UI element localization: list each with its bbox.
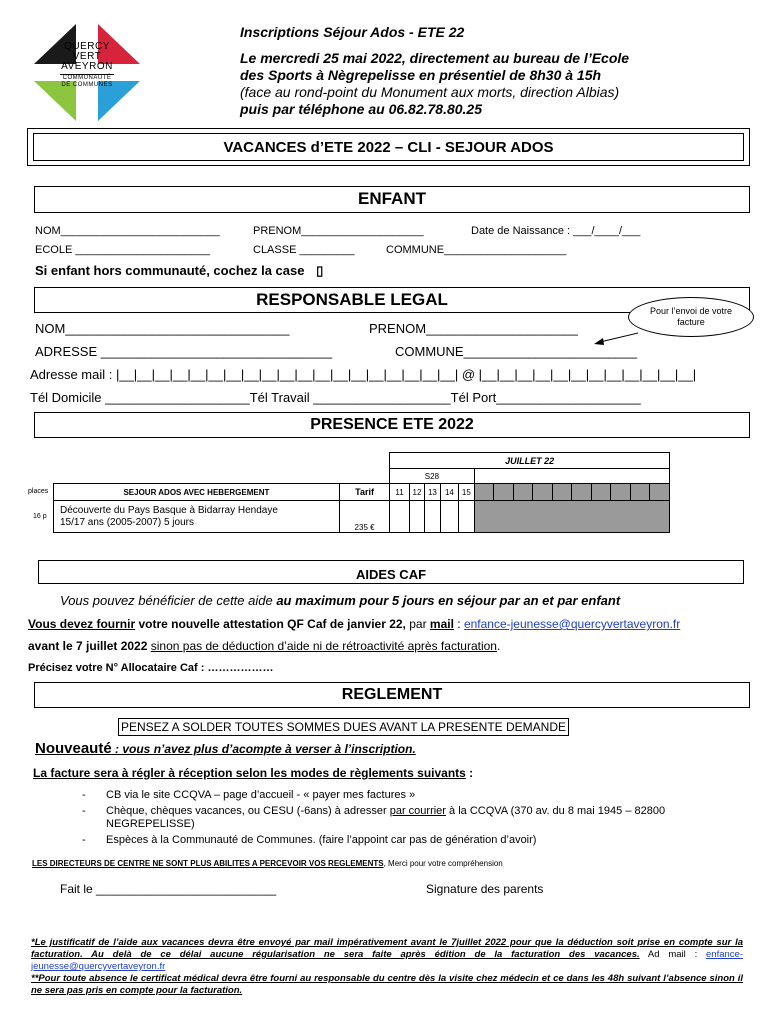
aides-heading: AIDES CAF: [355, 567, 427, 582]
nouveaute-rest: : vous n’avez plus d’acompte à verser à l’inscription.: [111, 742, 416, 756]
day-cell[interactable]: [390, 501, 410, 533]
aides-l3b: sinon pas de déduction d’aide ni de rétroactivité après facturation: [150, 639, 497, 653]
row-places: 16 p: [33, 513, 47, 520]
merci-text: , Merci pour votre compréhension: [383, 859, 503, 868]
aides-l2e: :: [453, 617, 464, 631]
places-label: places: [28, 488, 49, 495]
facture-text: La facture sera à régler à réception selon les modes de règlements suivants: [33, 766, 466, 780]
enfant-classe[interactable]: CLASSE _________: [253, 244, 355, 256]
logo: [34, 24, 140, 122]
logo-text-3: AVEYRON: [61, 61, 113, 72]
main-title-box: [27, 128, 750, 166]
enfant-date[interactable]: Date de Naissance : ___/____/___: [471, 225, 641, 237]
aides-l1b: au maximum pour 5 jours en séjour par an et par enfant: [276, 593, 621, 608]
logo-text-2: VERT: [72, 51, 102, 62]
day-13: 13: [425, 484, 440, 501]
presence-table: [53, 452, 670, 533]
footer-admail: Ad mail :: [639, 949, 707, 960]
day-cell[interactable]: [459, 501, 474, 533]
header-title: Inscriptions Séjour Ados - ETE 22: [240, 24, 465, 40]
mode-cheque: [82, 805, 732, 831]
day-14: 14: [440, 484, 459, 501]
day-cell[interactable]: [425, 501, 440, 533]
month-header: JUILLET 22: [390, 453, 670, 469]
sejour-line1: Découverte du Pays Basque à Bidarray Hendaye: [60, 504, 278, 516]
responsable-heading: RESPONSABLE LEGAL: [256, 290, 448, 309]
section-presence: [34, 412, 750, 438]
aides-email-link[interactable]: enfance-jeunesse@quercyvertaveyron.fr: [463, 617, 681, 631]
logo-text-5: DE COMMUNES: [61, 82, 113, 88]
enfant-heading: ENFANT: [358, 189, 426, 208]
sejour-row: [54, 501, 340, 533]
aides-l2a: Vous devez fournir: [28, 617, 136, 631]
day-cell[interactable]: [409, 501, 424, 533]
aides-allocataire[interactable]: Précisez votre N° Allocataire Caf : ………………: [28, 662, 274, 674]
day-15: 15: [459, 484, 474, 501]
enfant-hors-label: Si enfant hors communauté, cochez la case: [35, 263, 305, 278]
header-line3: (face au rond-point du Monument aux morts, direction Albias): [240, 84, 620, 100]
col-sejour: SEJOUR ADOS AVEC HEBERGEMENT: [54, 484, 340, 501]
mode-cheque-b: par courrier: [389, 805, 446, 817]
footer-note1-text: *Le justificatif de l’aide aux vacances devra être envoyé par mail impérativement avant le 7juillet 2022 pour que la déduction soit prise en compte sur la facturation. Au delà de ce délai aucune régularisation ne sera faite après édition de la facturation des vacances.: [31, 937, 743, 960]
section-reglement: [34, 682, 750, 708]
mode-cheque-c: à la CCQVA (370 av. du 8 mai 1945 – 82800 NEGREPELISSE): [106, 805, 666, 830]
aides-l2b: votre nouvelle attestation QF Caf de janvier 22,: [135, 617, 406, 631]
enfant-prenom[interactable]: PRENOM____________________: [253, 225, 424, 237]
section-aides: [38, 560, 744, 584]
mode-cb: - CB via le site CCQVA – page d’accueil - « payer mes factures »: [82, 789, 732, 802]
enfant-hors-checkbox[interactable]: ▯: [316, 263, 324, 278]
directeurs-text: LES DIRECTEURS DE CENTRE NE SONT PLUS ABILITES A PERCEVOIR VOS REGLEMENTS: [32, 859, 384, 868]
aides-l1a: Vous pouvez bénéficier de cette aide: [60, 593, 277, 608]
pensez-box: [118, 718, 569, 736]
mode-especes: - Espèces à la Communauté de Communes. (faire l’appoint car pas de génération d’avoir): [82, 834, 732, 847]
resp-prenom[interactable]: PRENOM_____________________: [369, 321, 578, 336]
nouveaute: Nouveauté: [35, 740, 112, 757]
resp-commune[interactable]: COMMUNE________________________: [395, 344, 638, 359]
resp-adresse[interactable]: ADRESSE ________________________________: [35, 344, 333, 359]
section-enfant: [34, 186, 750, 213]
header-line2: des Sports à Nègrepelisse en présentiel de 8h30 à 15h: [240, 67, 602, 83]
sejour-line2: 15/17 ans (2005-2007) 5 jours: [60, 516, 194, 528]
modes-list: [82, 789, 732, 850]
day-12: 12: [409, 484, 424, 501]
enfant-commune[interactable]: COMMUNE____________________: [386, 244, 567, 256]
logo-text-4: COMMUNAUTÉ: [62, 75, 112, 81]
footer-email-link[interactable]: enfance-jeunesse@quercyvertaveyron.fr: [31, 949, 743, 972]
callout-text: Pour l’envoi de votre facture: [649, 306, 733, 327]
aides-l3c: .: [496, 639, 501, 653]
resp-mail[interactable]: Adresse mail : |__|__|__|__|__|__|__|__|__|__|__|__|__|__|__|__|__|__|__| @ |__|__|__|__|__|__|__|__|__|__|__|__|: [30, 367, 697, 382]
aides-l2d: mail: [429, 617, 454, 631]
col-tarif: Tarif: [339, 484, 389, 501]
reglement-heading: REGLEMENT: [341, 686, 443, 703]
resp-tel[interactable]: Tél Domicile ____________________Tél Travail ___________________Tél Port____________________: [30, 390, 641, 405]
aides-l2c: par: [405, 617, 430, 631]
signature-parents[interactable]: Signature des parents: [426, 882, 544, 896]
footer-note2: **Pour toute absence le certificat médical devra être fourni au responsable du centre dès la visite chez médecin et ce dans les 48h suivant l’absence sinon il ne sera pas pris en compte pour la facturation.: [31, 973, 743, 996]
header-line1: Le mercredi 25 mai 2022, directement au bureau de l’Ecole: [240, 50, 630, 66]
sejour-tarif: 235 €: [339, 501, 389, 533]
callout-bubble: [628, 297, 754, 337]
logo-text-1: QUERCY: [64, 41, 110, 52]
footer-note1: [31, 937, 743, 973]
fait-le[interactable]: Fait le ___________________________: [60, 882, 277, 896]
day-cell[interactable]: [440, 501, 459, 533]
facture-end: :: [465, 766, 474, 780]
week-header: S28: [390, 469, 474, 484]
mode-cheque-a: Chèque, chèques vacances, ou CESU (-6ans) à adresser: [106, 805, 390, 817]
aides-l3a: avant le 7 juillet 2022: [28, 639, 148, 653]
main-title: VACANCES d’ETE 2022 – CLI - SEJOUR ADOS: [223, 138, 554, 156]
header-line4: puis par téléphone au 06.82.78.80.25: [240, 101, 482, 117]
resp-nom[interactable]: NOM_______________________________: [35, 321, 290, 336]
enfant-nom[interactable]: NOM__________________________: [35, 225, 220, 237]
pensez-text: PENSEZ A SOLDER TOUTES SOMMES DUES AVANT LA PRESENTE DEMANDE: [121, 720, 567, 734]
day-11: 11: [390, 484, 410, 501]
presence-heading: PRESENCE ETE 2022: [310, 416, 474, 433]
enfant-ecole[interactable]: ECOLE ______________________: [35, 244, 210, 256]
